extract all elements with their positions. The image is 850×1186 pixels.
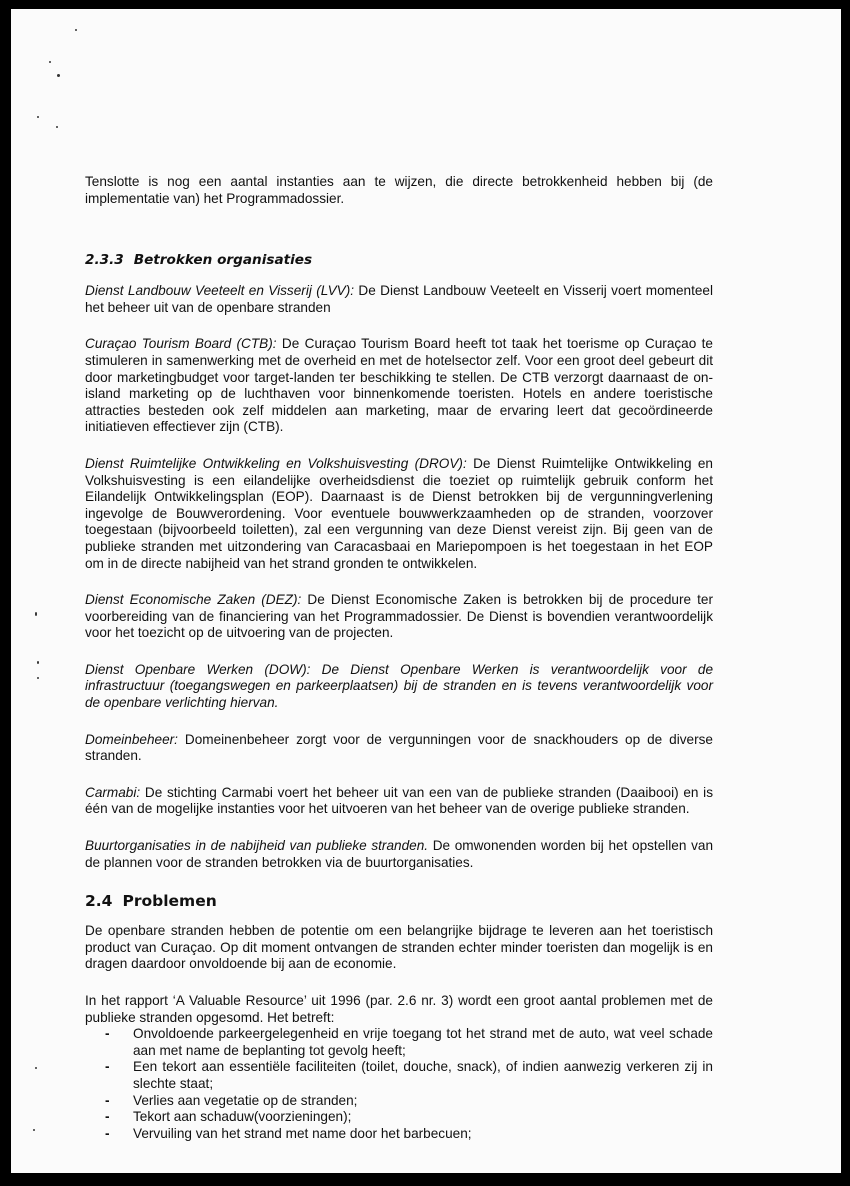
scan-speck [35,1067,37,1069]
scan-speck [57,74,60,77]
org-text: De Dienst Ruimtelijke Ontwikkeling en Volkshuisvesting is een eilandelijke overheidsdienst die toeziet op ruimtelijk gebruik conform het Eilandelijk Ontwikkelingsplan (EOP). Daarnaast is de Dienst betrokken bij de vergunningverlening ingevolge de Bouwverordening. Voor eventuele bouwwerkzaamheden op de stranden, voorzover toegestaan (bijvoorbeeld toiletten), zal een vergunning van deze Dienst vereist zijn. Bij geen van de publieke stranden met uitzondering van Caracasbaai en Mariepompoen is het toegestaan in het EOP om in de directe nabijheid van het strand gronden te ontwikkelen. [85,455,713,571]
org-text: De Dienst Landbouw Veeteelt en Visserij voert momenteel het beheer uit van de openbare stranden [85,283,713,315]
scan-speck [35,612,37,616]
section-heading-2-3-3 [85,251,713,269]
problems-paragraph-2: In het rapport ‘A Valuable Resource’ uit 1996 (par. 2.6 nr. 3) wordt een groot aantal problemen met de publieke stranden opgesomd. Het betreft: [85,993,713,1025]
section-title: Betrokken organisaties [133,252,313,269]
scan-speck [37,661,39,664]
org-text: De Curaçao Tourism Board heeft tot taak het toerisme op Curaçao te stimuleren in samenwerking met de overheid en met de hotelsector zelf. Voor een groot deel gebeurt dit door marketingbudget voor target-landen ter beschikking te stellen. De CTB verzorgt daarnaast de on-island marketing op de luchthaven voor binnenkomende toeristen. Hotels en andere toeristische attracties besteden ook zelf middelen aan marketing, maar de ervaring leert dat gecoördineerde initiatieven effectiever zijn (CTB). [85,336,713,435]
org-text: Domeinenbeheer zorgt voor de vergunningen voor de snackhouders op de diverse stranden. [85,731,713,764]
org-term: Domeinbeheer: [85,731,178,747]
list-item: - Vervuiling van het strand met name door het barbecuen; [85,1126,713,1143]
scan-speck [37,677,39,679]
org-paragraph-lvv [85,283,713,316]
section-title: Problemen [122,892,217,911]
list-item: - Een tekort aan essentiële faciliteiten (toilet, douche, snack), of indien aanwezig verkeren zij in slechte staat; [85,1059,713,1092]
section-heading-2-4 [85,891,713,911]
document-body [85,174,713,1142]
org-text: De omwonenden worden bij het opstellen van de plannen voor de stranden betrokken via de buurtorganisaties. [85,838,713,870]
scan-speck [75,29,77,31]
problem-list [85,1026,713,1142]
scan-speck [37,116,39,118]
org-paragraph-ctb [85,336,713,436]
org-paragraph-dow [85,662,713,712]
org-paragraph-domeinbeheer [85,732,713,765]
org-term: Dienst Openbare Werken (DOW): [85,661,311,677]
org-text: De Dienst Economische Zaken is betrokken bij de procedure ter voorbereiding van de financiering van het Programmadossier. De Dienst is bovendien verantwoordelijk voor het toezicht op de uitvoering van de projecten. [85,592,714,641]
list-item: - Verlies aan vegetatie op de stranden; [85,1093,713,1110]
section-number: 2.3.3 [85,252,124,269]
org-term: Dienst Economische Zaken (DEZ): [85,592,302,608]
scan-speck [49,61,51,63]
org-paragraph-buurtorganisaties [85,838,713,871]
org-paragraph-drov [85,456,713,572]
org-term: Carmabi: [85,784,141,800]
document-page [11,9,841,1173]
org-text: De stichting Carmabi voert het beheer uit van een van de publieke stranden (Daaibooi) en is één van de mogelijke instanties voor het uitvoeren van het beheer van de overige publieke stranden. [85,784,713,817]
org-term: Dienst Landbouw Veeteelt en Visserij (LVV): [85,283,355,299]
org-paragraph-dez [85,592,713,642]
org-term: Dienst Ruimtelijke Ontwikkeling en Volkshuisvesting (DROV): [85,455,467,471]
list-item: - Onvoldoende parkeergelegenheid en vrije toegang tot het strand met de auto, wat veel schade aan met name de beplanting tot gevolg heeft; [85,1026,713,1059]
scan-speck [56,126,58,128]
org-term: Buurtorganisaties in de nabijheid van publieke stranden. [85,838,429,854]
problems-paragraph-1: De openbare stranden hebben de potentie om een belangrijke bijdrage te leveren aan het toeristisch product van Curaçao. Op dit moment ontvangen de stranden echter minder toeristen dan mogelijk is en dragen daardoor onvoldoende bij aan de economie. [85,923,713,972]
scan-speck [33,1129,35,1131]
org-paragraph-carmabi [85,785,713,818]
org-term: Curaçao Tourism Board (CTB): [85,336,277,352]
section-number: 2.4 [85,892,113,911]
intro-paragraph: Tenslotte is nog een aantal instanties aan te wijzen, die directe betrokkenheid hebben bij (de implementatie van) het Programmadossier. [85,174,713,206]
list-item: - Tekort aan schaduw(voorzieningen); [85,1109,713,1126]
org-text: De Dienst Openbare Werken is verantwoordelijk voor de infrastructuur (toegangswegen en parkeerplaatsen) bij de stranden en is tevens verantwoordelijk voor de openbare verlichting hiervan. [85,661,714,711]
